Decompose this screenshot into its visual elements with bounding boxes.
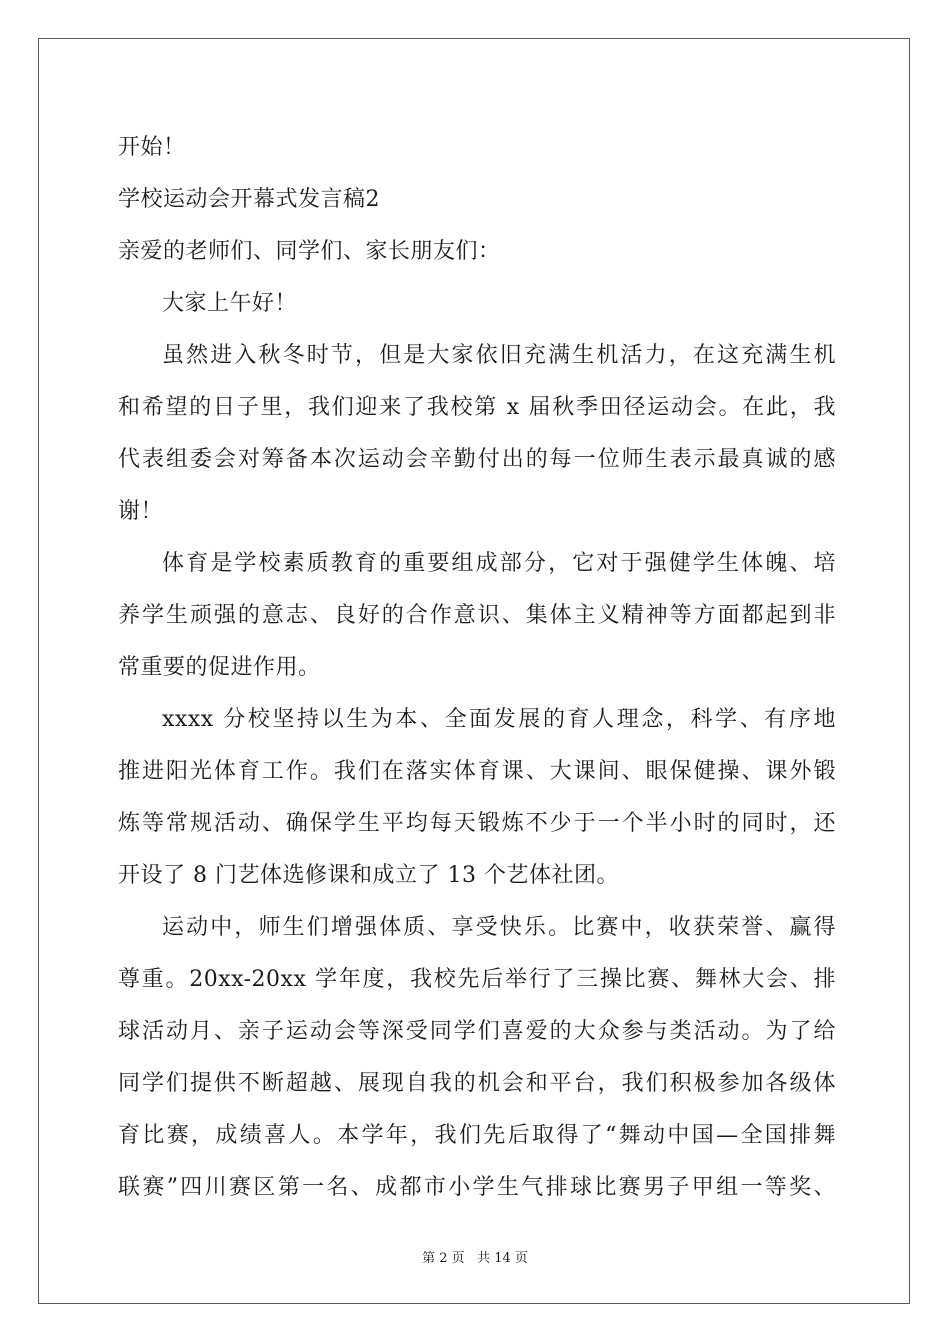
text-line: 球活动月、亲子运动会等深受同学们喜爱的大众参与类活动。为了给 — [118, 1019, 836, 1044]
text-line: 谢！ — [118, 499, 164, 524]
text-line: 尊重。20xx-20xx 学年度，我校先后举行了三操比赛、舞林大会、排 — [118, 967, 836, 992]
page-total: 共 14 页 — [477, 1251, 528, 1266]
text-line: 和希望的日子里，我们迎来了我校第 x 届秋季田径运动会。在此，我 — [118, 395, 836, 420]
salutation: 亲爱的老师们、同学们、家长朋友们： — [118, 239, 501, 264]
text-line: 代表组委会对筹备本次运动会辛勤付出的每一位师生表示最真诚的感 — [118, 447, 836, 472]
text-line: 联赛”四川赛区第一名、成都市小学生气排球比赛男子甲组一等奖、 — [118, 1175, 836, 1200]
document-title: 学校运动会开幕式发言稿2 — [118, 187, 380, 212]
text-line: 常重要的促进作用。 — [118, 655, 321, 680]
text-line: 育比赛，成绩喜人。本学年，我们先后取得了“舞动中国—全国排舞 — [118, 1123, 836, 1148]
greeting: 大家上午好！ — [162, 291, 298, 316]
text-line: 体育是学校素质教育的重要组成部分，它对于强健学生体魄、培 — [162, 551, 836, 576]
text-line: xxxx 分校坚持以生为本、全面发展的育人理念，科学、有序地 — [162, 707, 836, 732]
text-line: 推进阳光体育工作。我们在落实体育课、大课间、眼保健操、课外锻 — [118, 759, 836, 784]
text-line: 养学生顽强的意志、良好的合作意识、集体主义精神等方面都起到非 — [118, 603, 836, 628]
text-line: 虽然进入秋冬时节，但是大家依旧充满生机活力，在这充满生机 — [162, 343, 836, 368]
text-line: 同学们提供不断超越、展现自我的机会和平台，我们积极参加各级体 — [118, 1071, 836, 1096]
text-line: 开设了 8 门艺体选修课和成立了 13 个艺体社团。 — [118, 863, 619, 888]
page-footer — [0, 1247, 950, 1266]
text-line: 炼等常规活动、确保学生平均每天锻炼不少于一个半小时的同时，还 — [118, 811, 836, 836]
text-line: 运动中，师生们增强体质、享受快乐。比赛中，收获荣誉、赢得 — [162, 915, 836, 940]
page-number: 第 2 页 — [422, 1251, 465, 1266]
text-line: 开始！ — [118, 135, 186, 160]
